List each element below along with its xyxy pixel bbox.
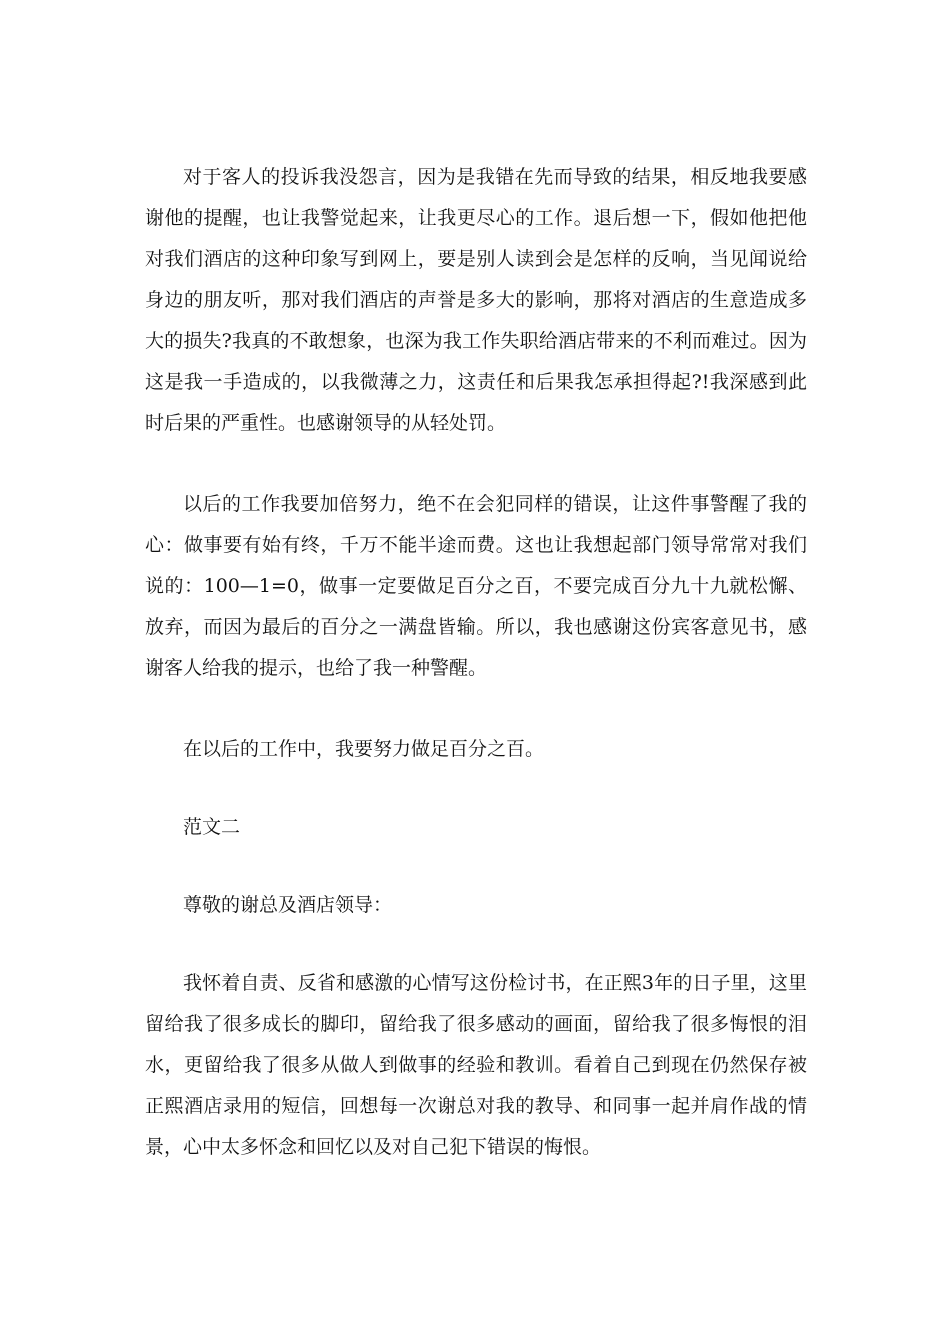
- paragraph-future-effort: 以后的工作我要加倍努力，绝不在会犯同样的错误，让这件事警醒了我的心：做事要有始有终，千万不能半途而费。这也让我想起部门领导常常对我们说的：100—1=0，做事一定要做足百分之百，不要完成百分九十九就松懈、放弃，而因为最后的百分之一满盘皆输。所以，我也感谢这份宾客意见书，感谢客人给我的提示，也给了我一种警醒。: [145, 493, 807, 679]
- salutation: 尊敬的谢总及酒店领导：: [183, 894, 393, 916]
- document-body: [145, 157, 807, 1208]
- section-heading-sample-two: 范文二: [183, 816, 241, 838]
- paragraph-self-criticism: 我怀着自责、反省和感激的心情写这份检讨书，在正熙3年的日子里，这里留给我了很多成长的脚印，留给我了很多感动的画面，留给我了很多悔恨的泪水，更留给我了很多从做人到做事的经验和教训。看着自己到现在仍然保存被正熙酒店录用的短信，回想每一次谢总对我的教导、和同事一起并肩作战的情景，心中太多怀念和回忆以及对自己犯下错误的悔恨。: [145, 972, 807, 1158]
- paragraph-resolution: 在以后的工作中，我要努力做足百分之百。: [183, 738, 545, 760]
- paragraph-complaint-reflection: 对于客人的投诉我没怨言，因为是我错在先而导致的结果，相反地我要感谢他的提醒，也让我警觉起来，让我更尽心的工作。退后想一下，假如他把他对我们酒店的这种印象写到网上，要是别人读到会是怎样的反响，当见闻说给身边的朋友听，那对我们酒店的声誉是多大的影响，那将对酒店的生意造成多大的损失?我真的不敢想象，也深为我工作失职给酒店带来的不利而难过。因为这是我一手造成的，以我微薄之力，这责任和后果我怎承担得起?!我深感到此时后果的严重性。也感谢领导的从轻处罚。: [145, 166, 807, 434]
